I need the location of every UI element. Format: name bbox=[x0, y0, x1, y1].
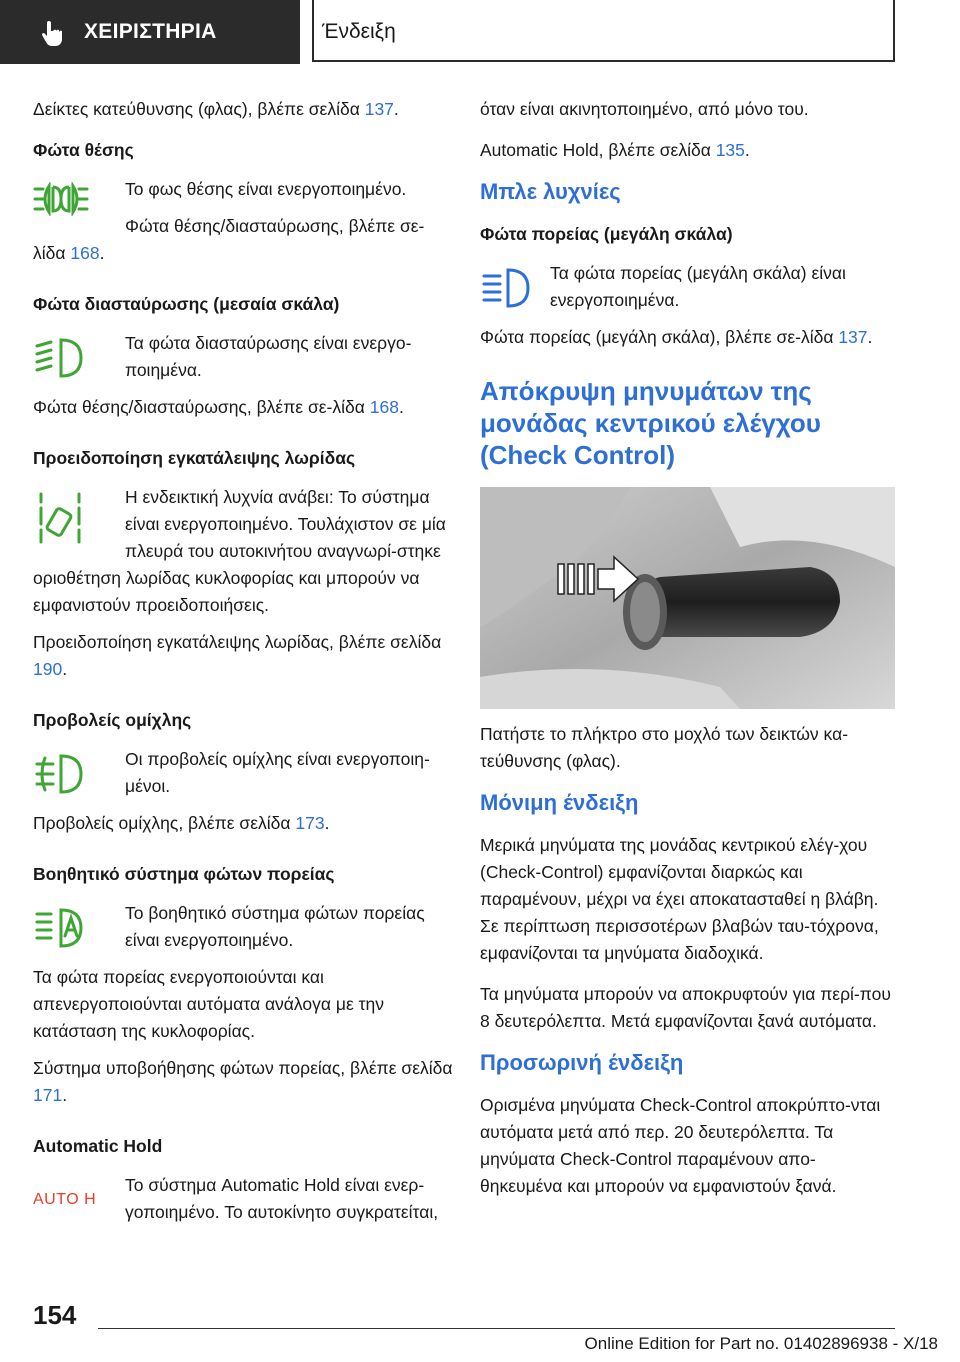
page-link[interactable]: 190 bbox=[33, 659, 63, 679]
high-beam-item: Τα φώτα πορείας (μεγάλη σκάλα) είναι ενεργοποιημένα. Φώτα πορείας (μεγάλη σκάλα), βλέπε σε-λίδα 137. bbox=[480, 263, 873, 347]
permanent-display-heading: Μόνιμη ένδειξη bbox=[480, 790, 639, 815]
high-beam-assist-icon bbox=[33, 906, 89, 950]
page-link[interactable]: 137 bbox=[364, 99, 394, 119]
page-link[interactable]: 173 bbox=[295, 813, 325, 833]
high-beam-heading: Φώτα πορείας (μεγάλη σκάλα) bbox=[480, 224, 733, 244]
page-link[interactable]: 168 bbox=[369, 397, 399, 417]
footer-divider bbox=[98, 1328, 895, 1329]
intro-paragraph: Δείκτες κατεύθυνσης (φλας), βλέπε σελίδα 137. bbox=[33, 99, 399, 119]
fog-lights-item: Οι προβολείς ομίχλης είναι ενεργοποιη-μένοι. Προβολείς ομίχλης, βλέπε σελίδα 173. bbox=[33, 749, 430, 833]
fog-lights-icon bbox=[33, 752, 89, 796]
auto-h-icon: AUTO H bbox=[33, 1191, 97, 1208]
blue-lamps-heading: Μπλε λυχνίες bbox=[480, 179, 621, 204]
parking-lights-icon bbox=[33, 182, 89, 216]
page-link[interactable]: 168 bbox=[70, 243, 100, 263]
page-link[interactable]: 171 bbox=[33, 1085, 63, 1105]
high-beam-assist-heading: Βοηθητικό σύστημα φώτων πορείας bbox=[33, 864, 335, 884]
left-column bbox=[33, 96, 453, 1250]
lane-departure-item: Η ενδεικτική λυχνία ανάβει: Το σύστημα είναι ενεργοποιημένο. Τουλάχιστον σε μία πλευρά του αυτοκινήτου αναγνωρί-στηκε οριοθέτηση λωρίδας κυκλοφορίας και μπορούν να εμφανιστούν προειδοποιήσεις. Προειδοποίηση εγκατάλειψης λωρίδας, βλέπε σελίδα 190. bbox=[33, 487, 446, 679]
automatic-hold-item: AUTO H Το σύστημα Automatic Hold είναι ενερ-γοποιημένο. Το αυτοκίνητο συγκρατείται, bbox=[33, 1175, 439, 1222]
chapter-title: Ένδειξη bbox=[322, 20, 396, 43]
automatic-hold-heading: Automatic Hold bbox=[33, 1136, 163, 1156]
parking-lights-heading: Φώτα θέσης bbox=[33, 140, 134, 160]
header-chapter-box bbox=[312, 0, 895, 62]
lane-departure-heading: Προειδοποίηση εγκατάλειψης λωρίδας bbox=[33, 448, 356, 468]
fog-lights-heading: Προβολείς ομίχλης bbox=[33, 710, 192, 730]
low-beam-icon bbox=[33, 336, 89, 380]
page-number: 154 bbox=[33, 1300, 77, 1330]
hand-pointer-icon bbox=[38, 18, 68, 48]
high-beam-icon bbox=[480, 266, 536, 310]
turn-signal-lever-photo bbox=[480, 487, 895, 709]
low-beam-item: Τα φώτα διασταύρωσης είναι ενεργο-ποιημένα. Φώτα θέσης/διασταύρωσης, βλέπε σε-λίδα 168. bbox=[33, 333, 412, 417]
temporary-display-heading: Προσωρινή ένδειξη bbox=[480, 1050, 684, 1075]
high-beam-assist-item: Το βοηθητικό σύστημα φώτων πορείας είναι ενεργοποιημένο. Τα φώτα πορείας ενεργοποιούνται και απενεργοποιούνται αυτόματα ανάλογα με την κατάσταση της κυκλοφορίας. Σύστημα υποβοήθησης φώτων πορείας, βλέπε σελίδα 171. bbox=[33, 903, 453, 1105]
lane-departure-icon bbox=[33, 490, 89, 546]
parking-lights-item: Το φως θέσης είναι ενεργοποιημένο. Φώτα θέσης/διασταύρωσης, βλέπε σε-λίδα 168. bbox=[33, 179, 425, 263]
page-link[interactable]: 137 bbox=[838, 327, 868, 347]
photo-caption: Πατήστε το πλήκτρο στο μοχλό των δεικτών κα-τεύθυνσης (φλας). bbox=[480, 724, 849, 771]
section-title: ΧΕΙΡΙΣΤΗΡΙΑ bbox=[84, 20, 217, 43]
page-link[interactable]: 135 bbox=[715, 140, 745, 160]
right-column: όταν είναι ακινητοποιημένο, από μόνο του. Automatic Hold, βλέπε σελίδα 135. Μπλε λυχνίες Φώτα πορείας (μεγάλη σκάλα) Τα φώτα πορείας (μεγάλη σκάλα) είναι ενεργοποιημένα. Φώτα πορείας (μεγάλη σκάλα), βλέπε σε-λίδα 137. Απόκρυψη μηνυμάτων της μονάδας κεντρικού ελέγχου (Check Control) Πατήστε το πλήκτρο στο μοχλό των δεικτών κα-τεύθυνσης (φλας). Μόνιμη ένδειξη Μερικά μηνύματα της μονάδας κεντρικού ελέγ-χου (Check-Control) εμφανίζονται διαρκώς και παραμένουν, μέχρι να έχει αποκατασταθεί η βλάβη. Σε περίπτωση περισσοτέρων βλαβών ταυ-τόχρονα, εμφανίζονται τα μηνύματα διαδοχικά. Τα μηνύματα μπορούν να αποκρυφτούν για περί-που 8 δευτερόλεπτα. Μετά εμφανίζονται ξανά αυτόματα. Προσωρινή ένδειξη Ορισμένα μηνύματα Check-Control αποκρύπτο-νται αυτόματα μετά από περ. 20 δευτερόλεπτα. Τα μηνύματα Check-Control παραμένουν απο-θηκευμένα και μπορούν να εμφανιστούν ξανά. bbox=[480, 96, 895, 1214]
check-control-heading: Απόκρυψη μηνυμάτων της μονάδας κεντρικού ελέγχου (Check Control) bbox=[480, 376, 821, 470]
edition-footer: Online Edition for Part no. 01402896938 - X/18 bbox=[584, 1334, 938, 1353]
header-section-tab bbox=[0, 0, 300, 64]
low-beam-heading: Φώτα διασταύρωσης (μεσαία σκάλα) bbox=[33, 294, 340, 314]
